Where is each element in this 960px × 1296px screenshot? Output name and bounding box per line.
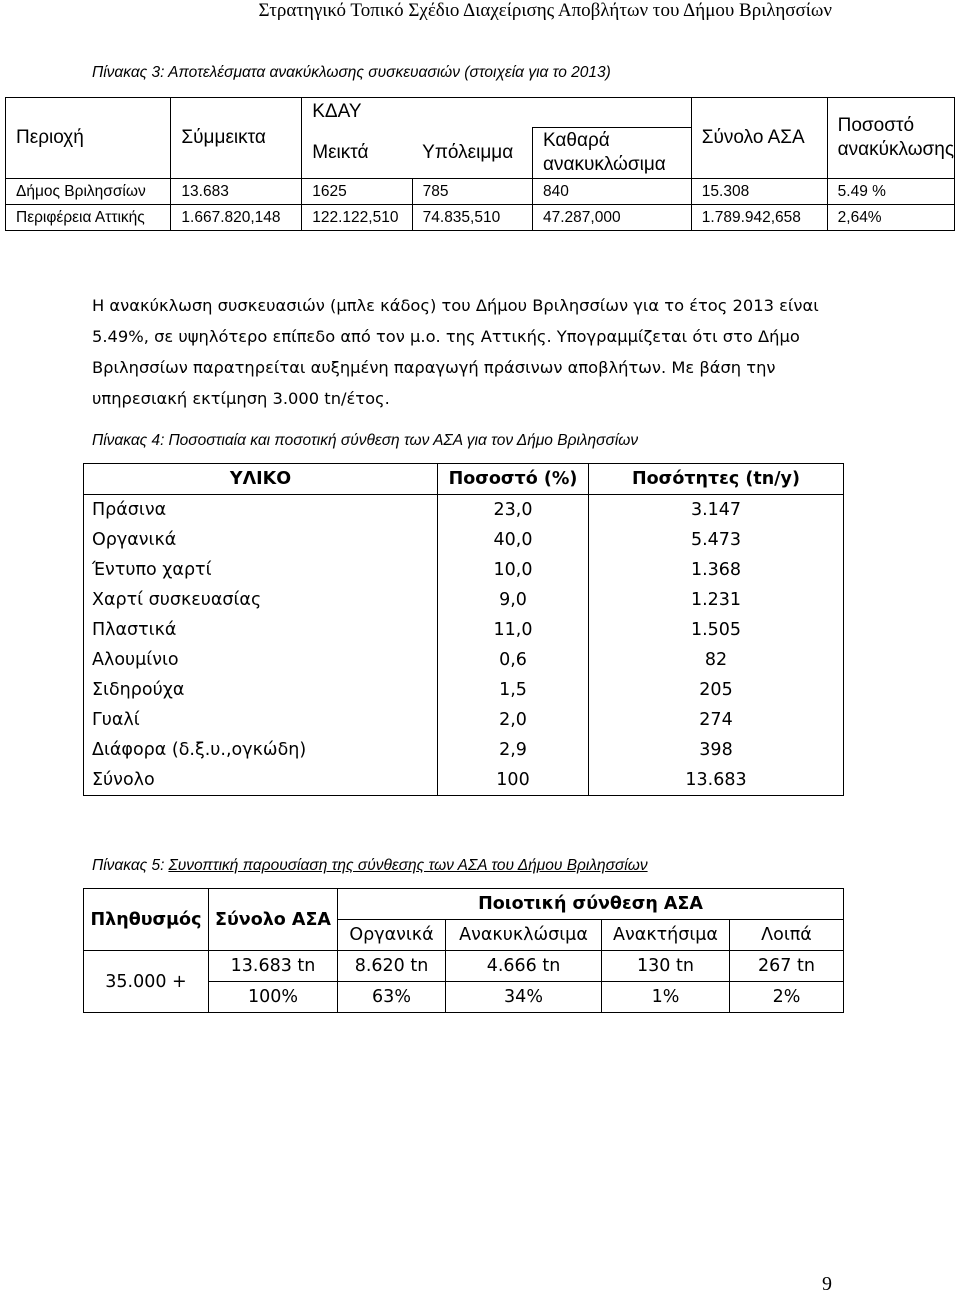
header-organic: Οργανικά bbox=[338, 920, 446, 951]
cell: 4.666 tn bbox=[446, 951, 602, 982]
recycling-results-table bbox=[5, 97, 955, 231]
cell: 82 bbox=[589, 645, 844, 675]
cell: 23,0 bbox=[438, 495, 589, 526]
body-paragraph: Η ανακύκλωση συσκευασιών (μπλε κάδος) του Δήμου Βριλησσίων για το έτος 2013 είναι 5.49%, σε υψηλότερο επίπεδο από τον μ.ο. της Αττικής. Υπογραμμίζεται ότι στο Δήμο Βριλησσίων παρατηρείται αυξημένη παραγωγή πράσινων αποβλήτων. Με βάση την υπηρεσιακή εκτίμηση 3.000 tn/έτος. bbox=[92, 296, 819, 408]
header-percent: Ποσοστό (%) bbox=[438, 464, 589, 495]
cell: 1.789.942,658 bbox=[691, 205, 827, 231]
header-mikta: Μεικτά bbox=[302, 127, 412, 178]
table5-caption-text: Συνοπτική παρουσίαση της σύνθεσης των ΑΣΑ του Δήμου Βριλησσίων bbox=[168, 857, 648, 874]
table-row bbox=[84, 735, 844, 765]
header-region: Περιοχή bbox=[6, 98, 171, 179]
table4-caption bbox=[92, 432, 638, 450]
header-composition: Ποιοτική σύνθεση ΑΣΑ bbox=[338, 889, 844, 920]
cell: 1.667.820,148 bbox=[171, 205, 302, 231]
cell: 1% bbox=[602, 982, 730, 1013]
header-clean bbox=[532, 127, 691, 178]
cell: 205 bbox=[589, 675, 844, 705]
cell: 274 bbox=[589, 705, 844, 735]
cell: 1625 bbox=[302, 179, 412, 205]
cell: 130 tn bbox=[602, 951, 730, 982]
header-clean-line2: ανακυκλώσιμα bbox=[542, 153, 666, 175]
cell: 2,9 bbox=[438, 735, 589, 765]
msw-composition-table bbox=[83, 463, 844, 796]
cell: Σύνολο bbox=[84, 765, 438, 796]
cell: Δήμος Βριλησσίων bbox=[6, 179, 171, 205]
table-row bbox=[84, 555, 844, 585]
header-percent-line2: ανακύκλωσης bbox=[837, 139, 954, 160]
cell: 1.505 bbox=[589, 615, 844, 645]
cell: 1.231 bbox=[589, 585, 844, 615]
header-recyclable: Ανακυκλώσιμα bbox=[446, 920, 602, 951]
running-header: Στρατηγικό Τοπικό Σχέδιο Διαχείρισης Αποβλήτων του Δήμου Βριλησσίων bbox=[258, 0, 832, 21]
cell: Οργανικά bbox=[84, 525, 438, 555]
cell: 1,5 bbox=[438, 675, 589, 705]
cell: 10,0 bbox=[438, 555, 589, 585]
cell: 13.683 bbox=[589, 765, 844, 796]
cell: Διάφορα (δ.ξ.υ.,ογκώδη) bbox=[84, 735, 438, 765]
cell: 2,64% bbox=[827, 205, 954, 231]
cell: 398 bbox=[589, 735, 844, 765]
header-total: Σύνολο ΑΣΑ bbox=[209, 889, 338, 951]
cell: 74.835,510 bbox=[412, 205, 532, 231]
header-percent-line1: Ποσοστό bbox=[837, 115, 915, 136]
header-percent bbox=[827, 98, 954, 179]
table4-caption-text: Ποσοστιαία και ποσοτική σύνθεση των ΑΣΑ για τον Δήμο Βριλησσίων bbox=[168, 432, 639, 449]
table-row bbox=[6, 179, 955, 205]
cell: 5.49 % bbox=[827, 179, 954, 205]
cell: 100% bbox=[209, 982, 338, 1013]
cell: Αλουμίνιο bbox=[84, 645, 438, 675]
header-recoverable: Ανακτήσιμα bbox=[602, 920, 730, 951]
cell: 13.683 bbox=[171, 179, 302, 205]
page-number: 9 bbox=[822, 1273, 832, 1295]
cell: 63% bbox=[338, 982, 446, 1013]
table3-caption: Πίνακας 3: Αποτελέσματα ανακύκλωσης συσκευασιών (στοιχεία για το 2013) bbox=[92, 64, 611, 81]
table-row bbox=[84, 675, 844, 705]
cell: Πράσινα bbox=[84, 495, 438, 526]
header-quantity: Ποσότητες (tn/y) bbox=[589, 464, 844, 495]
table-row bbox=[84, 525, 844, 555]
cell: 8.620 tn bbox=[338, 951, 446, 982]
cell: 9,0 bbox=[438, 585, 589, 615]
cell: Χαρτί συσκευασίας bbox=[84, 585, 438, 615]
table-row bbox=[84, 951, 844, 982]
cell: 2,0 bbox=[438, 705, 589, 735]
table-row bbox=[84, 765, 844, 796]
cell: 3.147 bbox=[589, 495, 844, 526]
header-kday: ΚΔΑΥ bbox=[302, 98, 692, 128]
cell: 5.473 bbox=[589, 525, 844, 555]
cell: 785 bbox=[412, 179, 532, 205]
cell: Πλαστικά bbox=[84, 615, 438, 645]
header-ypoleimma: Υπόλειμμα bbox=[412, 127, 532, 178]
msw-summary-table bbox=[83, 888, 844, 1013]
cell: 11,0 bbox=[438, 615, 589, 645]
header-mixed: Σύμμεικτα bbox=[171, 98, 302, 179]
cell: 840 bbox=[532, 179, 691, 205]
cell: Σιδηρούχα bbox=[84, 675, 438, 705]
table-row bbox=[6, 205, 955, 231]
table-row bbox=[84, 645, 844, 675]
cell: 0,6 bbox=[438, 645, 589, 675]
table4-caption-label: Πίνακας 4: bbox=[92, 432, 165, 449]
table-row bbox=[84, 495, 844, 526]
cell: 122.122,510 bbox=[302, 205, 412, 231]
table-row bbox=[84, 705, 844, 735]
cell: 13.683 tn bbox=[209, 951, 338, 982]
cell: 15.308 bbox=[691, 179, 827, 205]
cell: Έντυπο χαρτί bbox=[84, 555, 438, 585]
cell: 100 bbox=[438, 765, 589, 796]
table-row bbox=[84, 585, 844, 615]
cell: Γυαλί bbox=[84, 705, 438, 735]
header-total: Σύνολο ΑΣΑ bbox=[691, 98, 827, 179]
header-clean-line1: Καθαρά bbox=[542, 129, 610, 151]
cell: 267 tn bbox=[730, 951, 844, 982]
cell: 2% bbox=[730, 982, 844, 1013]
cell: Περιφέρεια Αττικής bbox=[6, 205, 171, 231]
table-row bbox=[84, 615, 844, 645]
table5-caption bbox=[92, 857, 648, 875]
cell: 40,0 bbox=[438, 525, 589, 555]
header-other: Λοιπά bbox=[730, 920, 844, 951]
cell: 1.368 bbox=[589, 555, 844, 585]
table5-caption-label: Πίνακας 5: bbox=[92, 857, 165, 874]
header-population: Πληθυσμός bbox=[84, 889, 209, 951]
header-material: ΥΛΙΚΟ bbox=[84, 464, 438, 495]
cell: 47.287,000 bbox=[532, 205, 691, 231]
population-value: 35.000 + bbox=[84, 951, 209, 1013]
cell: 34% bbox=[446, 982, 602, 1013]
